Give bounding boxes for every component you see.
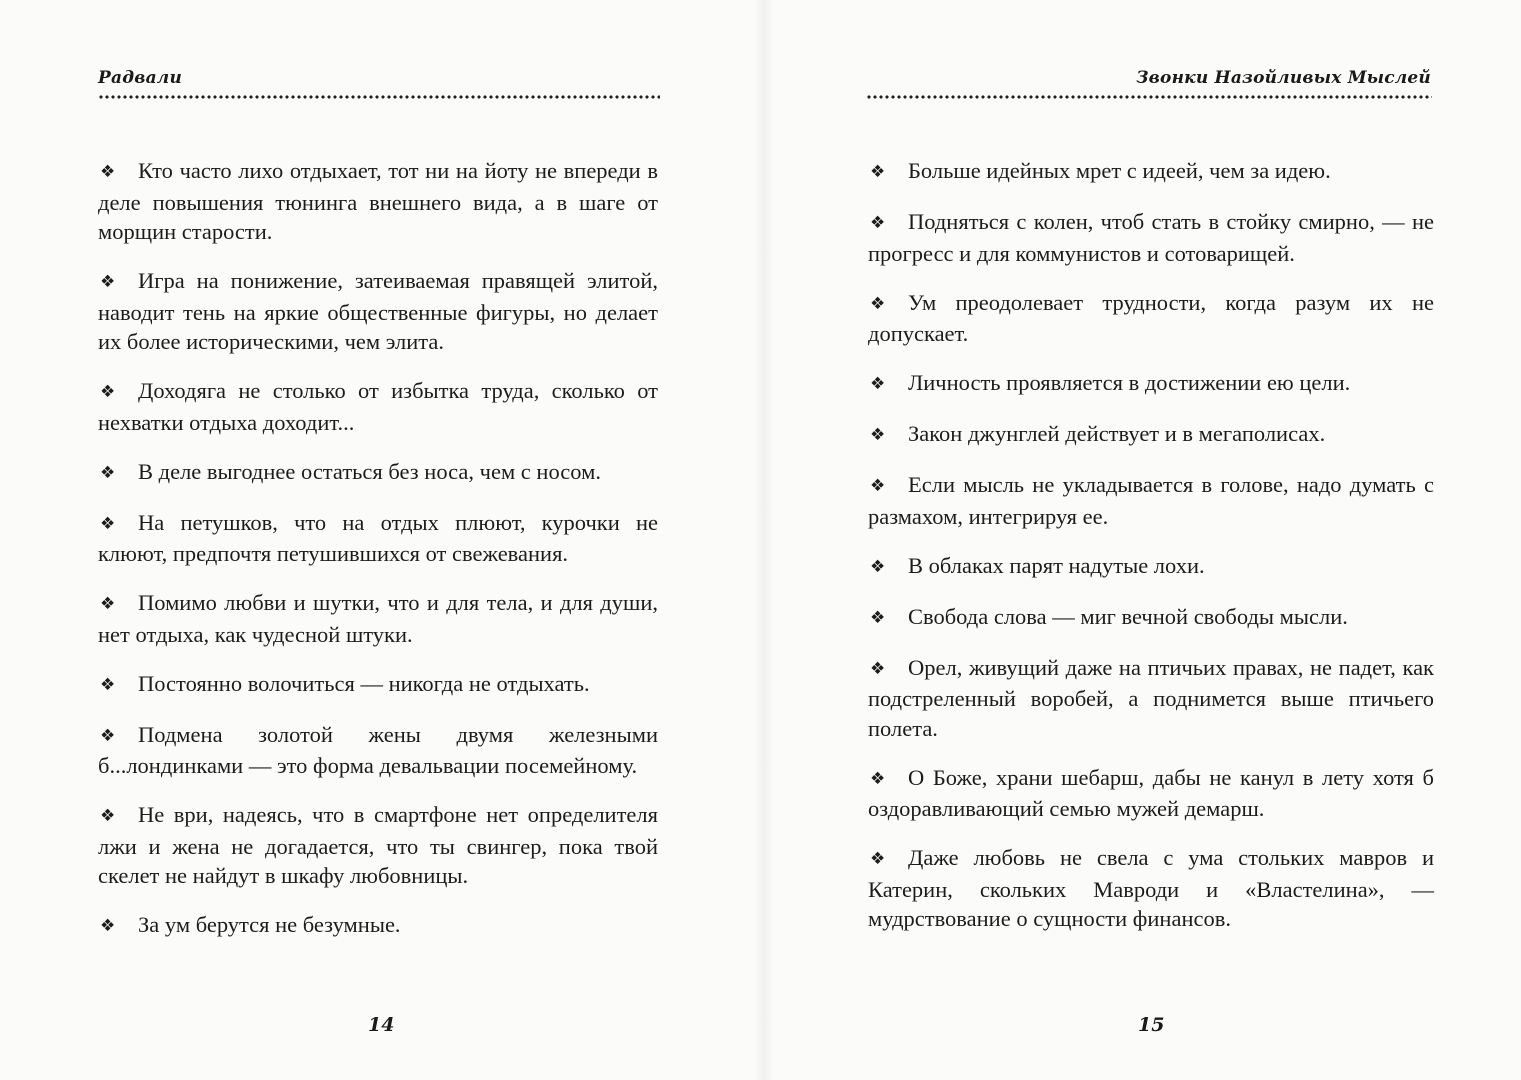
aphorism: ❖ На петушков, что на отдых плюют, курочки не клюют, предпочтя петушившихся от свежевания. [98,509,658,566]
aphorism: ❖ Если мысль не укладывается в голове, надо думать с размахом, интегрируя ее. [868,472,1434,529]
aphorism: ❖ Закон джунглей действует и в мегаполисах. [868,419,1434,451]
diamond-bullet-icon: ❖ [100,162,116,182]
diamond-bullet-icon: ❖ [870,607,886,628]
aphorism-list-left [98,156,658,961]
diamond-bullet-icon: ❖ [100,806,116,826]
aphorism-list-right [868,156,1434,953]
diamond-bullet-icon: ❖ [100,725,116,746]
aphorism: ❖ Личность проявляется в достижении ею цели. [868,368,1434,400]
aphorism: ❖ Орел, живущий даже на птичьих правах, не падет, как подстреленный воробей, а поднимется выше птичьего полета. [868,654,1434,741]
aphorism: ❖ Подмена золотой жены двумя железными б...лондинками — это форма девальвации посемейному. [98,721,658,778]
diamond-bullet-icon: ❖ [870,374,886,394]
aphorism: ❖ Свобода слова — миг вечной свободы мысли. [868,602,1434,634]
diamond-bullet-icon: ❖ [870,476,886,496]
diamond-bullet-icon: ❖ [870,162,886,182]
aphorism: ❖ За ум берутся не безумные. [98,910,658,942]
diamond-bullet-icon: ❖ [100,513,116,534]
aphorism: ❖ Доходяга не столько от избытка труда, сколько от нехватки отдыха доходит... [98,378,658,435]
diamond-bullet-icon: ❖ [100,594,116,614]
aphorism: ❖ В деле выгоднее остаться без носа, чем с носом. [98,457,658,489]
diamond-bullet-icon: ❖ [870,425,886,445]
aphorism: ❖ В облаках парят надутые лохи. [868,551,1434,583]
diamond-bullet-icon: ❖ [100,674,116,695]
aphorism: ❖ Ум преодолевает трудности, когда разум их не допускает. [868,289,1434,346]
diamond-bullet-icon: ❖ [870,213,886,233]
dotted-rule-right [866,94,1432,100]
aphorism: ❖ Игра на понижение, затеиваемая правящей элитой, наводит тень на яркие общественные фигуры, но делает их более историческими, чем элита. [98,268,658,354]
diamond-bullet-icon: ❖ [100,272,116,292]
diamond-bullet-icon: ❖ [870,556,886,577]
aphorism: ❖ Не ври, надеясь, что в смартфоне нет определителя лжи и жена не догадается, что ты свингер, пока твой скелет не найдут в шкафу любовницы. [98,802,658,888]
aphorism: ❖ Помимо любви и шутки, что и для тела, и для души, нет отдыха, как чудесной штуки. [98,590,658,647]
diamond-bullet-icon: ❖ [870,658,886,679]
diamond-bullet-icon: ❖ [100,462,116,483]
aphorism: ❖ Кто часто лихо отдыхает, тот ни на йоту не впереди в деле повышения тюнинга внешнего вида, а в шаге от морщин старости. [98,158,658,244]
aphorism: ❖ Постоянно волочиться — никогда не отдыхать. [98,669,658,701]
left-page [0,0,760,1080]
running-head-left: Радвали [98,68,183,88]
diamond-bullet-icon: ❖ [870,768,886,789]
aphorism: ❖ Больше идейных мрет с идеей, чем за идею. [868,156,1434,188]
diamond-bullet-icon: ❖ [100,382,116,402]
right-page [760,0,1521,1080]
running-head-right: Звонки Назойливых Мыслей [1136,68,1431,88]
diamond-bullet-icon: ❖ [870,849,886,869]
aphorism: ❖ О Боже, храни шебарш, дабы не канул в лету хотя б оздоравливающий семью мужей демарш. [868,764,1434,821]
page-number-right: 15 [1138,1014,1165,1036]
aphorism: ❖ Даже любовь не свела с ума стольких мавров и Катерин, скольких Мавроди и «Властелина», — мудрствование о сущности финансов. [868,845,1434,931]
dotted-rule-left [98,94,660,100]
diamond-bullet-icon: ❖ [870,293,886,314]
aphorism: ❖ Подняться с колен, чтоб стать в стойку смирно, — не прогресс и для коммунистов и сотоварищей. [868,209,1434,266]
page-number-left: 14 [368,1014,395,1036]
diamond-bullet-icon: ❖ [100,916,116,936]
